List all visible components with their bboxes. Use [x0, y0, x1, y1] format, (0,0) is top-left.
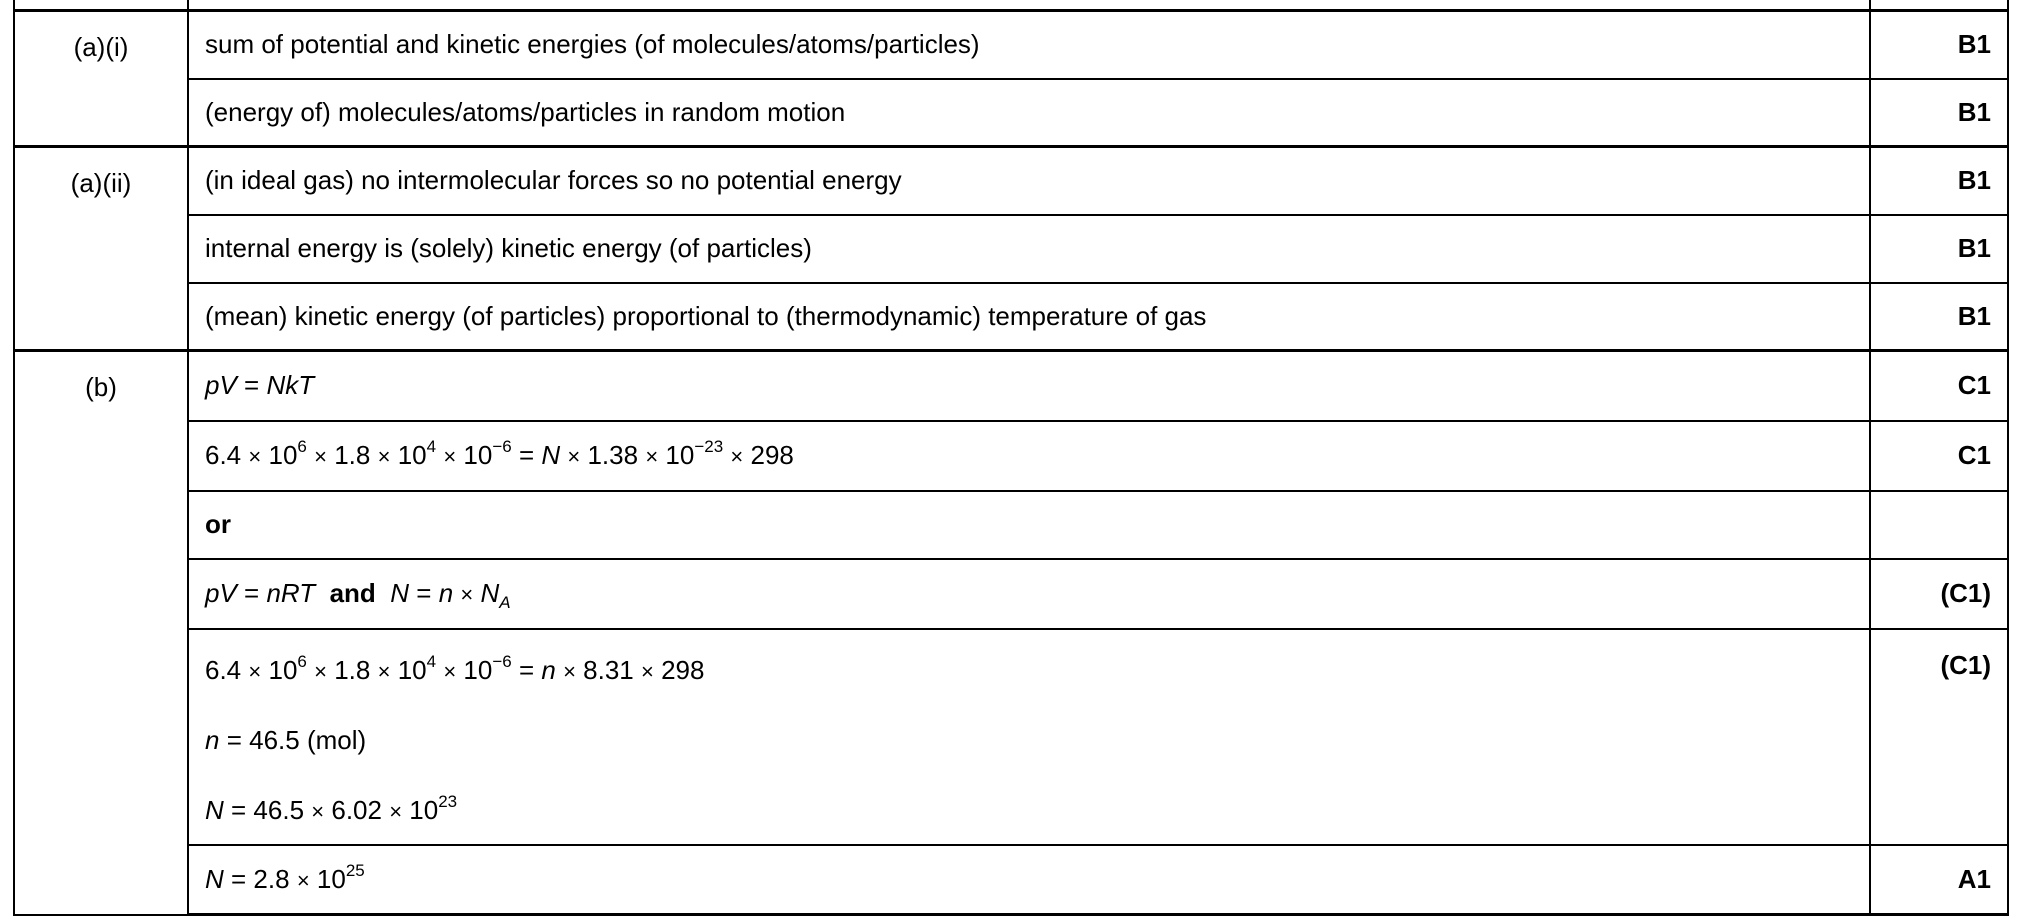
answer-text: (energy of) molecules/atoms/particles in random motion	[188, 79, 1870, 147]
mark-code: B1	[1870, 79, 2008, 147]
mark-code	[1870, 491, 2008, 559]
mark-code: (C1)	[1870, 629, 2008, 845]
table-row	[14, 629, 2008, 845]
table-row	[14, 559, 2008, 629]
table-row	[14, 845, 2008, 915]
question-number-a-ii: (a)(ii)	[14, 147, 188, 351]
table-row	[14, 147, 2008, 215]
table-row	[14, 351, 2008, 421]
or-label: or	[188, 491, 1870, 559]
table-row	[14, 11, 2008, 79]
final-answer: $N = 2.8 \times 10^{25}$	[188, 845, 1870, 915]
table-row	[14, 79, 2008, 147]
answer-text: (in ideal gas) no intermolecular forces so no potential energy	[188, 147, 1870, 215]
mark-code: B1	[1870, 283, 2008, 351]
mark-code: C1	[1870, 421, 2008, 491]
mark-scheme-table	[13, 0, 2009, 916]
substitution-equation-n: $6.4 \times 10^6 \times 1.8 \times 10^4 \times 10^{-6} = n \times 8.31 \times 298$	[205, 651, 705, 685]
equation-pv-nkt: pV = NkT	[188, 351, 1870, 421]
substitution-equation: $6.4 \times 10^6 \times 1.8 \times 10^4 \times 10^{-6} = N \times 1.38 \times 10^{-23} \times 298$	[188, 421, 1870, 491]
mark-code: C1	[1870, 351, 2008, 421]
moles-result: n = 46.5 (mol)	[205, 724, 367, 755]
table-row	[14, 215, 2008, 283]
question-number-a-i: (a)(i)	[14, 11, 188, 147]
table-row	[14, 491, 2008, 559]
table-row	[14, 283, 2008, 351]
question-number-b: (b)	[14, 351, 188, 915]
mark-code: (C1)	[1870, 559, 2008, 629]
mark-code: B1	[1870, 11, 2008, 79]
equation-pv-nrt: pV = nRT and $N = n \times N_A$	[188, 559, 1870, 629]
table-row	[14, 421, 2008, 491]
mark-code: A1	[1870, 845, 2008, 915]
answer-text: (mean) kinetic energy (of particles) proportional to (thermodynamic) temperature of gas	[188, 283, 1870, 351]
answer-text: internal energy is (solely) kinetic energy (of particles)	[188, 215, 1870, 283]
mark-code: B1	[1870, 215, 2008, 283]
answer-text: sum of potential and kinetic energies (of molecules/atoms/particles)	[188, 11, 1870, 79]
working-lines	[188, 629, 1870, 845]
mark-code: B1	[1870, 147, 2008, 215]
table-header-strip	[14, 0, 2008, 11]
number-calculation: $N = 46.5 \times 6.02 \times 10^{23}$	[205, 791, 458, 825]
